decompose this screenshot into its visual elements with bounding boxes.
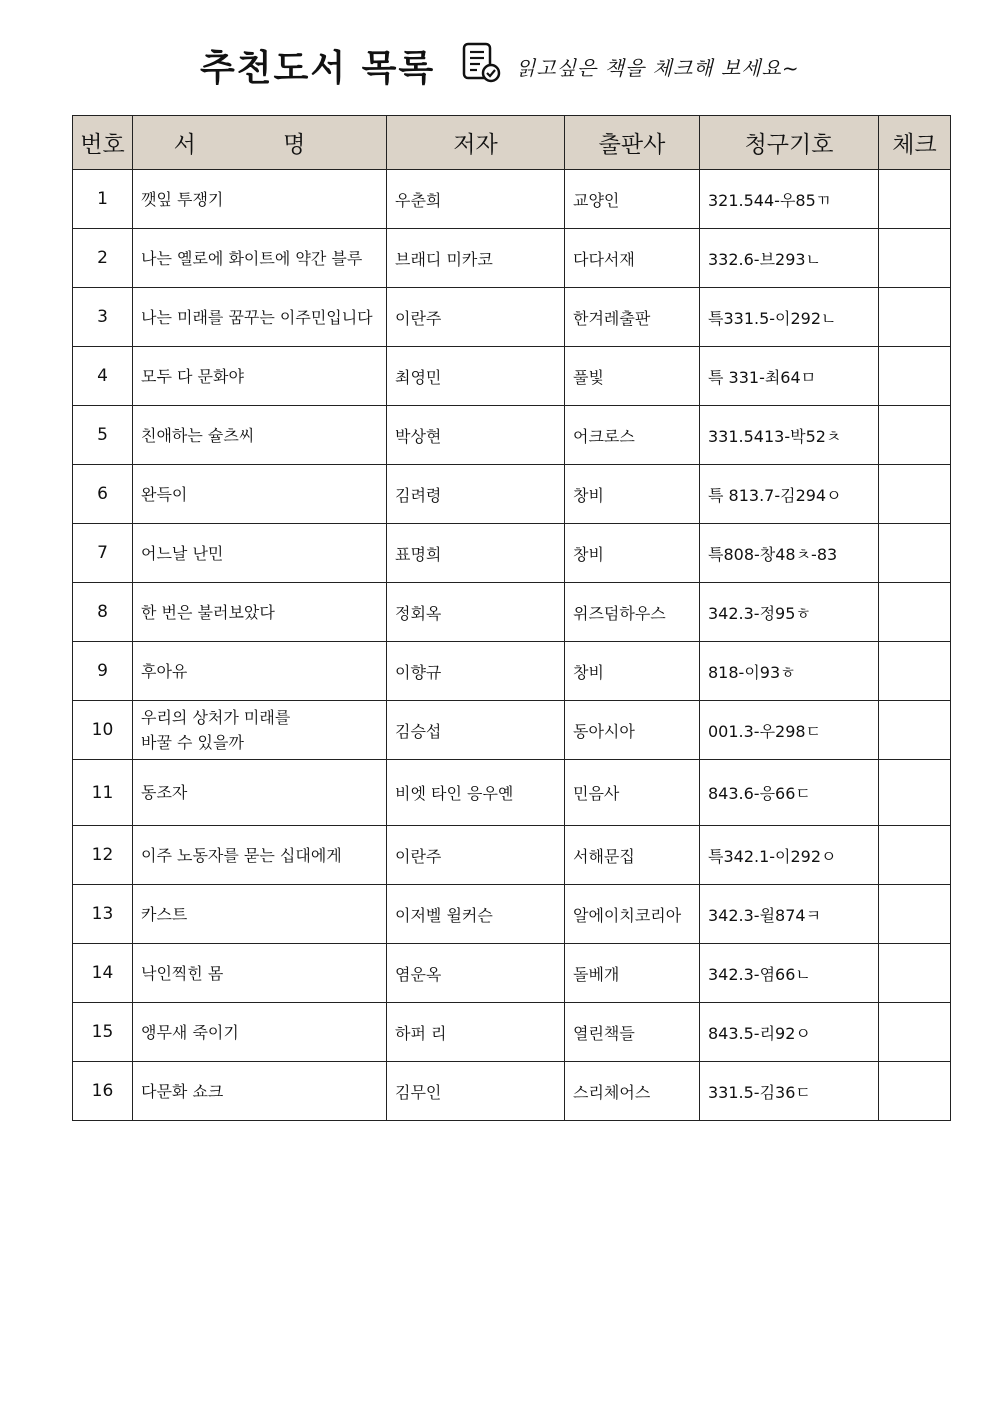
book-call-number-cell: 특 813.7-김294ㅇ (700, 465, 879, 524)
book-title-cell: 모두 다 문화야 (133, 347, 387, 406)
book-publisher-cell: 창비 (565, 642, 700, 701)
book-title-cell: 한 번은 불러보았다 (133, 583, 387, 642)
book-number-cell: 3 (73, 288, 133, 347)
book-author-cell: 염운옥 (387, 944, 565, 1003)
checklist-document-icon (460, 42, 502, 84)
book-number-cell: 7 (73, 524, 133, 583)
book-title-cell: 동조자 (133, 760, 387, 826)
book-check-cell[interactable] (879, 944, 951, 1003)
book-check-cell[interactable] (879, 885, 951, 944)
book-number-cell: 9 (73, 642, 133, 701)
book-call-number-cell: 342.3-염66ㄴ (700, 944, 879, 1003)
book-number-cell: 15 (73, 1003, 133, 1062)
book-check-cell[interactable] (879, 1062, 951, 1121)
column-header-check: 체크 (879, 116, 951, 170)
book-check-cell[interactable] (879, 347, 951, 406)
book-author-cell: 이란주 (387, 288, 565, 347)
book-number-cell: 2 (73, 229, 133, 288)
book-call-number-cell: 특808-창48ㅊ-83 (700, 524, 879, 583)
book-author-cell: 이저벨 윌커슨 (387, 885, 565, 944)
book-title-cell: 후아유 (133, 642, 387, 701)
book-author-cell: 정회옥 (387, 583, 565, 642)
book-title-cell: 앵무새 죽이기 (133, 1003, 387, 1062)
book-check-cell[interactable] (879, 826, 951, 885)
book-author-cell: 최영민 (387, 347, 565, 406)
table-row (73, 826, 951, 885)
book-publisher-cell: 스리체어스 (565, 1062, 700, 1121)
book-author-cell: 하퍼 리 (387, 1003, 565, 1062)
book-publisher-cell: 돌베개 (565, 944, 700, 1003)
book-check-cell[interactable] (879, 288, 951, 347)
book-author-cell: 김려령 (387, 465, 565, 524)
table-row (73, 465, 951, 524)
book-call-number-cell: 818-이93ㅎ (700, 642, 879, 701)
book-call-number-cell: 843.6-응66ㄷ (700, 760, 879, 826)
book-call-number-cell: 342.3-윌874ㅋ (700, 885, 879, 944)
column-header-author: 저자 (387, 116, 565, 170)
book-author-cell: 비엣 타인 응우옌 (387, 760, 565, 826)
book-author-cell: 우춘희 (387, 170, 565, 229)
book-author-cell: 이란주 (387, 826, 565, 885)
table-row (73, 406, 951, 465)
book-call-number-cell: 331.5-김36ㄷ (700, 1062, 879, 1121)
book-publisher-cell: 한겨레출판 (565, 288, 700, 347)
book-author-cell: 김무인 (387, 1062, 565, 1121)
book-check-cell[interactable] (879, 760, 951, 826)
column-header-call-number: 청구기호 (700, 116, 879, 170)
book-number-cell: 4 (73, 347, 133, 406)
book-title-cell: 친애하는 슐츠씨 (133, 406, 387, 465)
book-number-cell: 1 (73, 170, 133, 229)
book-number-cell: 16 (73, 1062, 133, 1121)
book-number-cell: 6 (73, 465, 133, 524)
book-publisher-cell: 민음사 (565, 760, 700, 826)
table-header-row (73, 116, 951, 170)
book-list-table (72, 115, 951, 1121)
book-call-number-cell: 특331.5-이292ㄴ (700, 288, 879, 347)
table-row (73, 1003, 951, 1062)
book-title-cell: 깻잎 투쟁기 (133, 170, 387, 229)
column-header-number: 번호 (73, 116, 133, 170)
book-call-number-cell: 특342.1-이292ㅇ (700, 826, 879, 885)
book-title-cell: 이주 노동자를 묻는 십대에게 (133, 826, 387, 885)
book-title-cell: 어느날 난민 (133, 524, 387, 583)
book-check-cell[interactable] (879, 170, 951, 229)
book-publisher-cell: 풀빛 (565, 347, 700, 406)
book-number-cell: 8 (73, 583, 133, 642)
book-number-cell: 10 (73, 701, 133, 760)
book-number-cell: 13 (73, 885, 133, 944)
book-number-cell: 14 (73, 944, 133, 1003)
book-title-line: 우리의 상처가 미래를 (141, 708, 291, 727)
book-title-cell: 나는 미래를 꿈꾸는 이주민입니다 (133, 288, 387, 347)
book-title-cell: 낙인찍힌 몸 (133, 944, 387, 1003)
book-publisher-cell: 서해문집 (565, 826, 700, 885)
book-call-number-cell: 843.5-리92ㅇ (700, 1003, 879, 1062)
book-call-number-cell: 332.6-브293ㄴ (700, 229, 879, 288)
book-check-cell[interactable] (879, 229, 951, 288)
book-author-cell: 박상현 (387, 406, 565, 465)
book-call-number-cell: 특 331-최64ㅁ (700, 347, 879, 406)
table-row (73, 642, 951, 701)
book-title-cell: 카스트 (133, 885, 387, 944)
table-row (73, 524, 951, 583)
column-header-title: 서 명 (133, 116, 387, 170)
book-author-cell: 김승섭 (387, 701, 565, 760)
table-row (73, 170, 951, 229)
book-publisher-cell: 교양인 (565, 170, 700, 229)
table-row (73, 347, 951, 406)
page-header (0, 36, 992, 96)
book-publisher-cell: 위즈덤하우스 (565, 583, 700, 642)
book-author-cell: 표명희 (387, 524, 565, 583)
table-row (73, 885, 951, 944)
book-call-number-cell: 342.3-정95ㅎ (700, 583, 879, 642)
book-title-cell: 나는 옐로에 화이트에 약간 블루 (133, 229, 387, 288)
table-row (73, 288, 951, 347)
book-publisher-cell: 열린책들 (565, 1003, 700, 1062)
book-title-cell: 완득이 (133, 465, 387, 524)
book-number-cell: 12 (73, 826, 133, 885)
page-subtitle: 읽고싶은 책을 체크해 보세요~ (516, 56, 800, 80)
table-row (73, 229, 951, 288)
book-publisher-cell: 창비 (565, 465, 700, 524)
page-title: 추천도서 목록 (200, 48, 436, 89)
book-author-cell: 이향규 (387, 642, 565, 701)
book-title-cell (133, 701, 387, 760)
table-row (73, 760, 951, 826)
book-title-cell: 다문화 쇼크 (133, 1062, 387, 1121)
book-number-cell: 5 (73, 406, 133, 465)
book-check-cell[interactable] (879, 406, 951, 465)
book-check-cell[interactable] (879, 583, 951, 642)
book-publisher-cell: 다다서재 (565, 229, 700, 288)
book-check-cell[interactable] (879, 1003, 951, 1062)
column-header-publisher: 출판사 (565, 116, 700, 170)
table-row (73, 1062, 951, 1121)
book-call-number-cell: 321.544-우85ㄲ (700, 170, 879, 229)
book-call-number-cell: 001.3-우298ㄷ (700, 701, 879, 760)
table-row (73, 701, 951, 760)
book-check-cell[interactable] (879, 524, 951, 583)
book-title-line: 바꿀 수 있을까 (141, 733, 244, 752)
book-check-cell[interactable] (879, 701, 951, 760)
book-author-cell: 브래디 미카코 (387, 229, 565, 288)
book-check-cell[interactable] (879, 642, 951, 701)
book-publisher-cell: 알에이치코리아 (565, 885, 700, 944)
book-check-cell[interactable] (879, 465, 951, 524)
book-publisher-cell: 창비 (565, 524, 700, 583)
book-publisher-cell: 동아시아 (565, 701, 700, 760)
book-call-number-cell: 331.5413-박52ㅊ (700, 406, 879, 465)
book-publisher-cell: 어크로스 (565, 406, 700, 465)
table-row (73, 944, 951, 1003)
book-number-cell: 11 (73, 760, 133, 826)
table-row (73, 583, 951, 642)
